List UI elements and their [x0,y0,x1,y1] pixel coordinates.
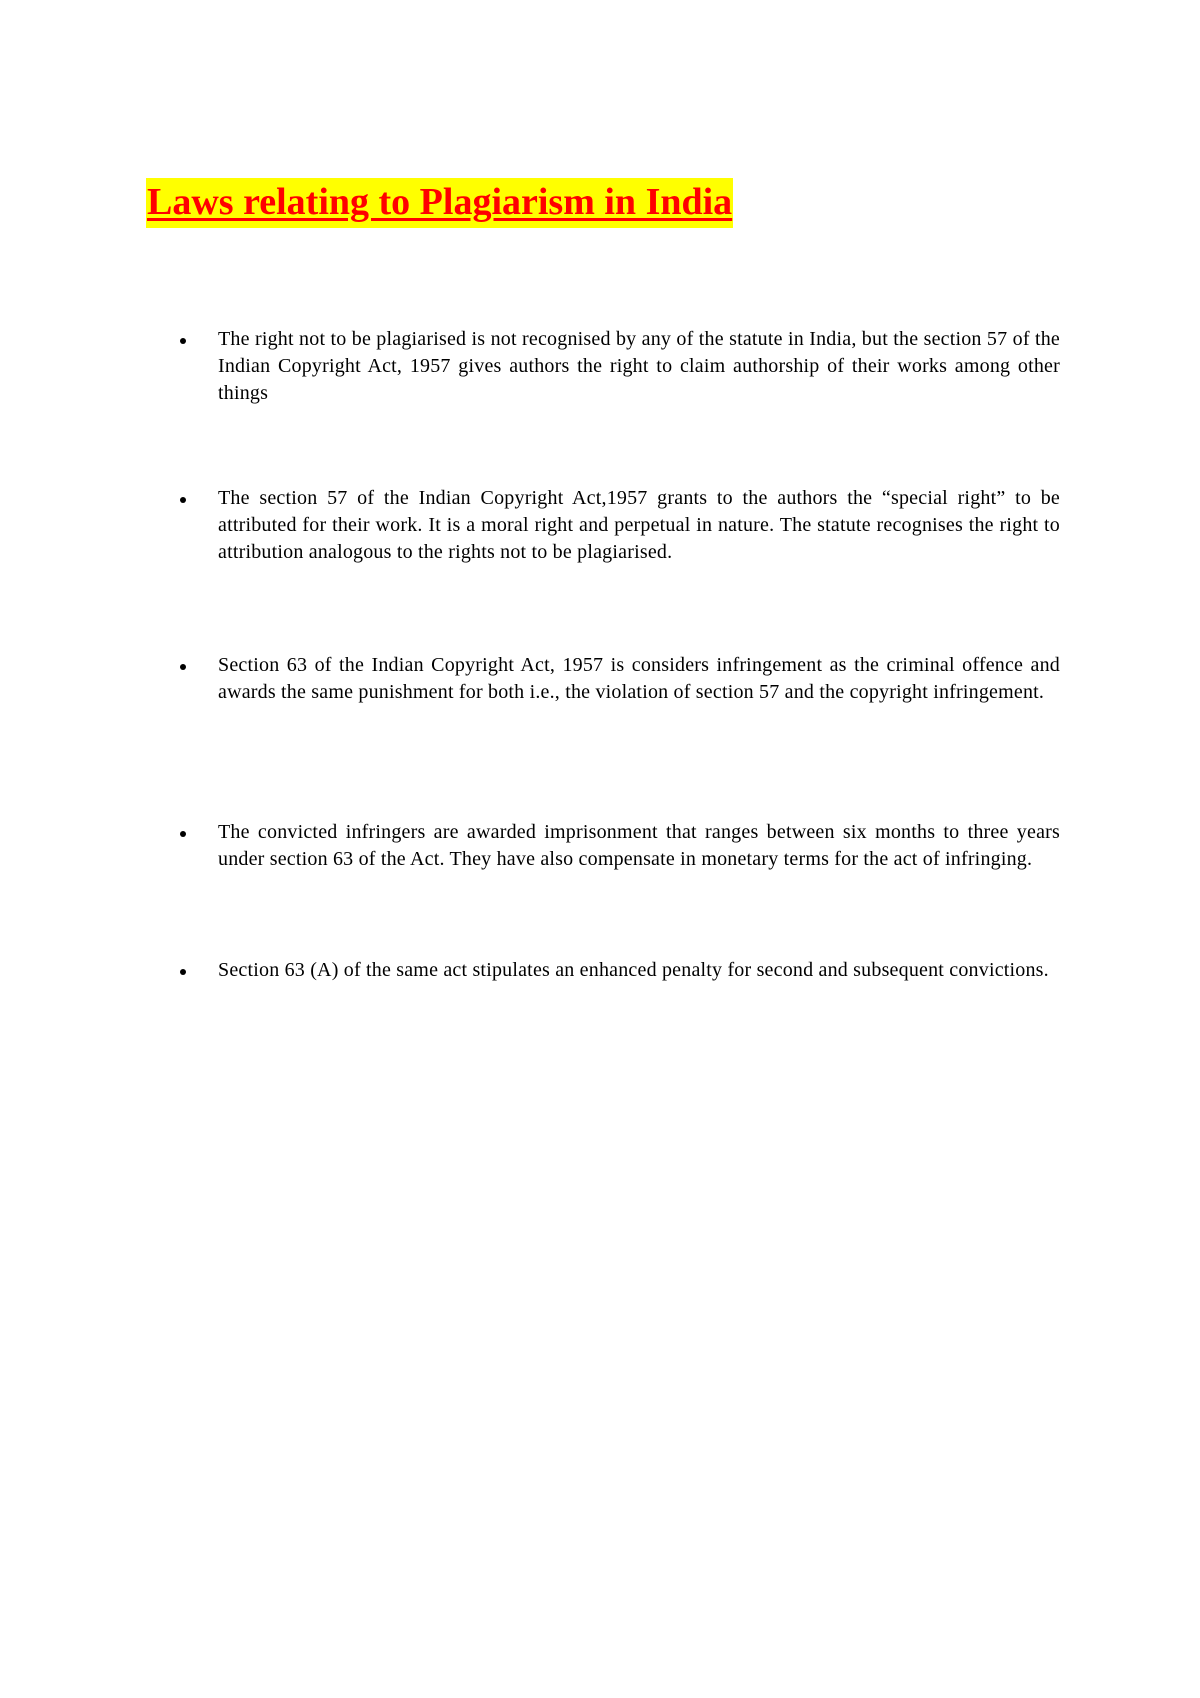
bullet-icon [180,831,186,837]
bullet-text: The section 57 of the Indian Copyright Act,1957 grants to the authors the “special right” to be attributed for their work. It is a moral right and perpetual in nature. The statute recognises the right to attribution analogous to the rights not to be plagiarised. [218,487,1060,563]
document-title: Laws relating to Plagiarism in India [146,178,733,228]
bullet-text: The convicted infringers are awarded imprisonment that ranges between six months to three years under section 63 of the Act. They have also compensate in monetary terms for the act of infringing. [218,821,1060,870]
title-container [146,178,733,228]
bullet-text: Section 63 (A) of the same act stipulates an enhanced penalty for second and subsequent convictions. [218,959,1049,981]
bullet-icon [180,664,186,670]
bullet-text: The right not to be plagiarised is not recognised by any of the statute in India, but the section 57 of the Indian Copyright Act, 1957 gives authors the right to claim authorship of their works among other things [218,328,1060,404]
bullet-icon [180,969,186,975]
bullet-icon [180,497,186,503]
bullet-icon [180,338,186,344]
bullet-text: Section 63 of the Indian Copyright Act, 1957 is considers infringement as the criminal offence and awards the same punishment for both i.e., the violation of section 57 and the copyright infringement. [218,654,1060,703]
